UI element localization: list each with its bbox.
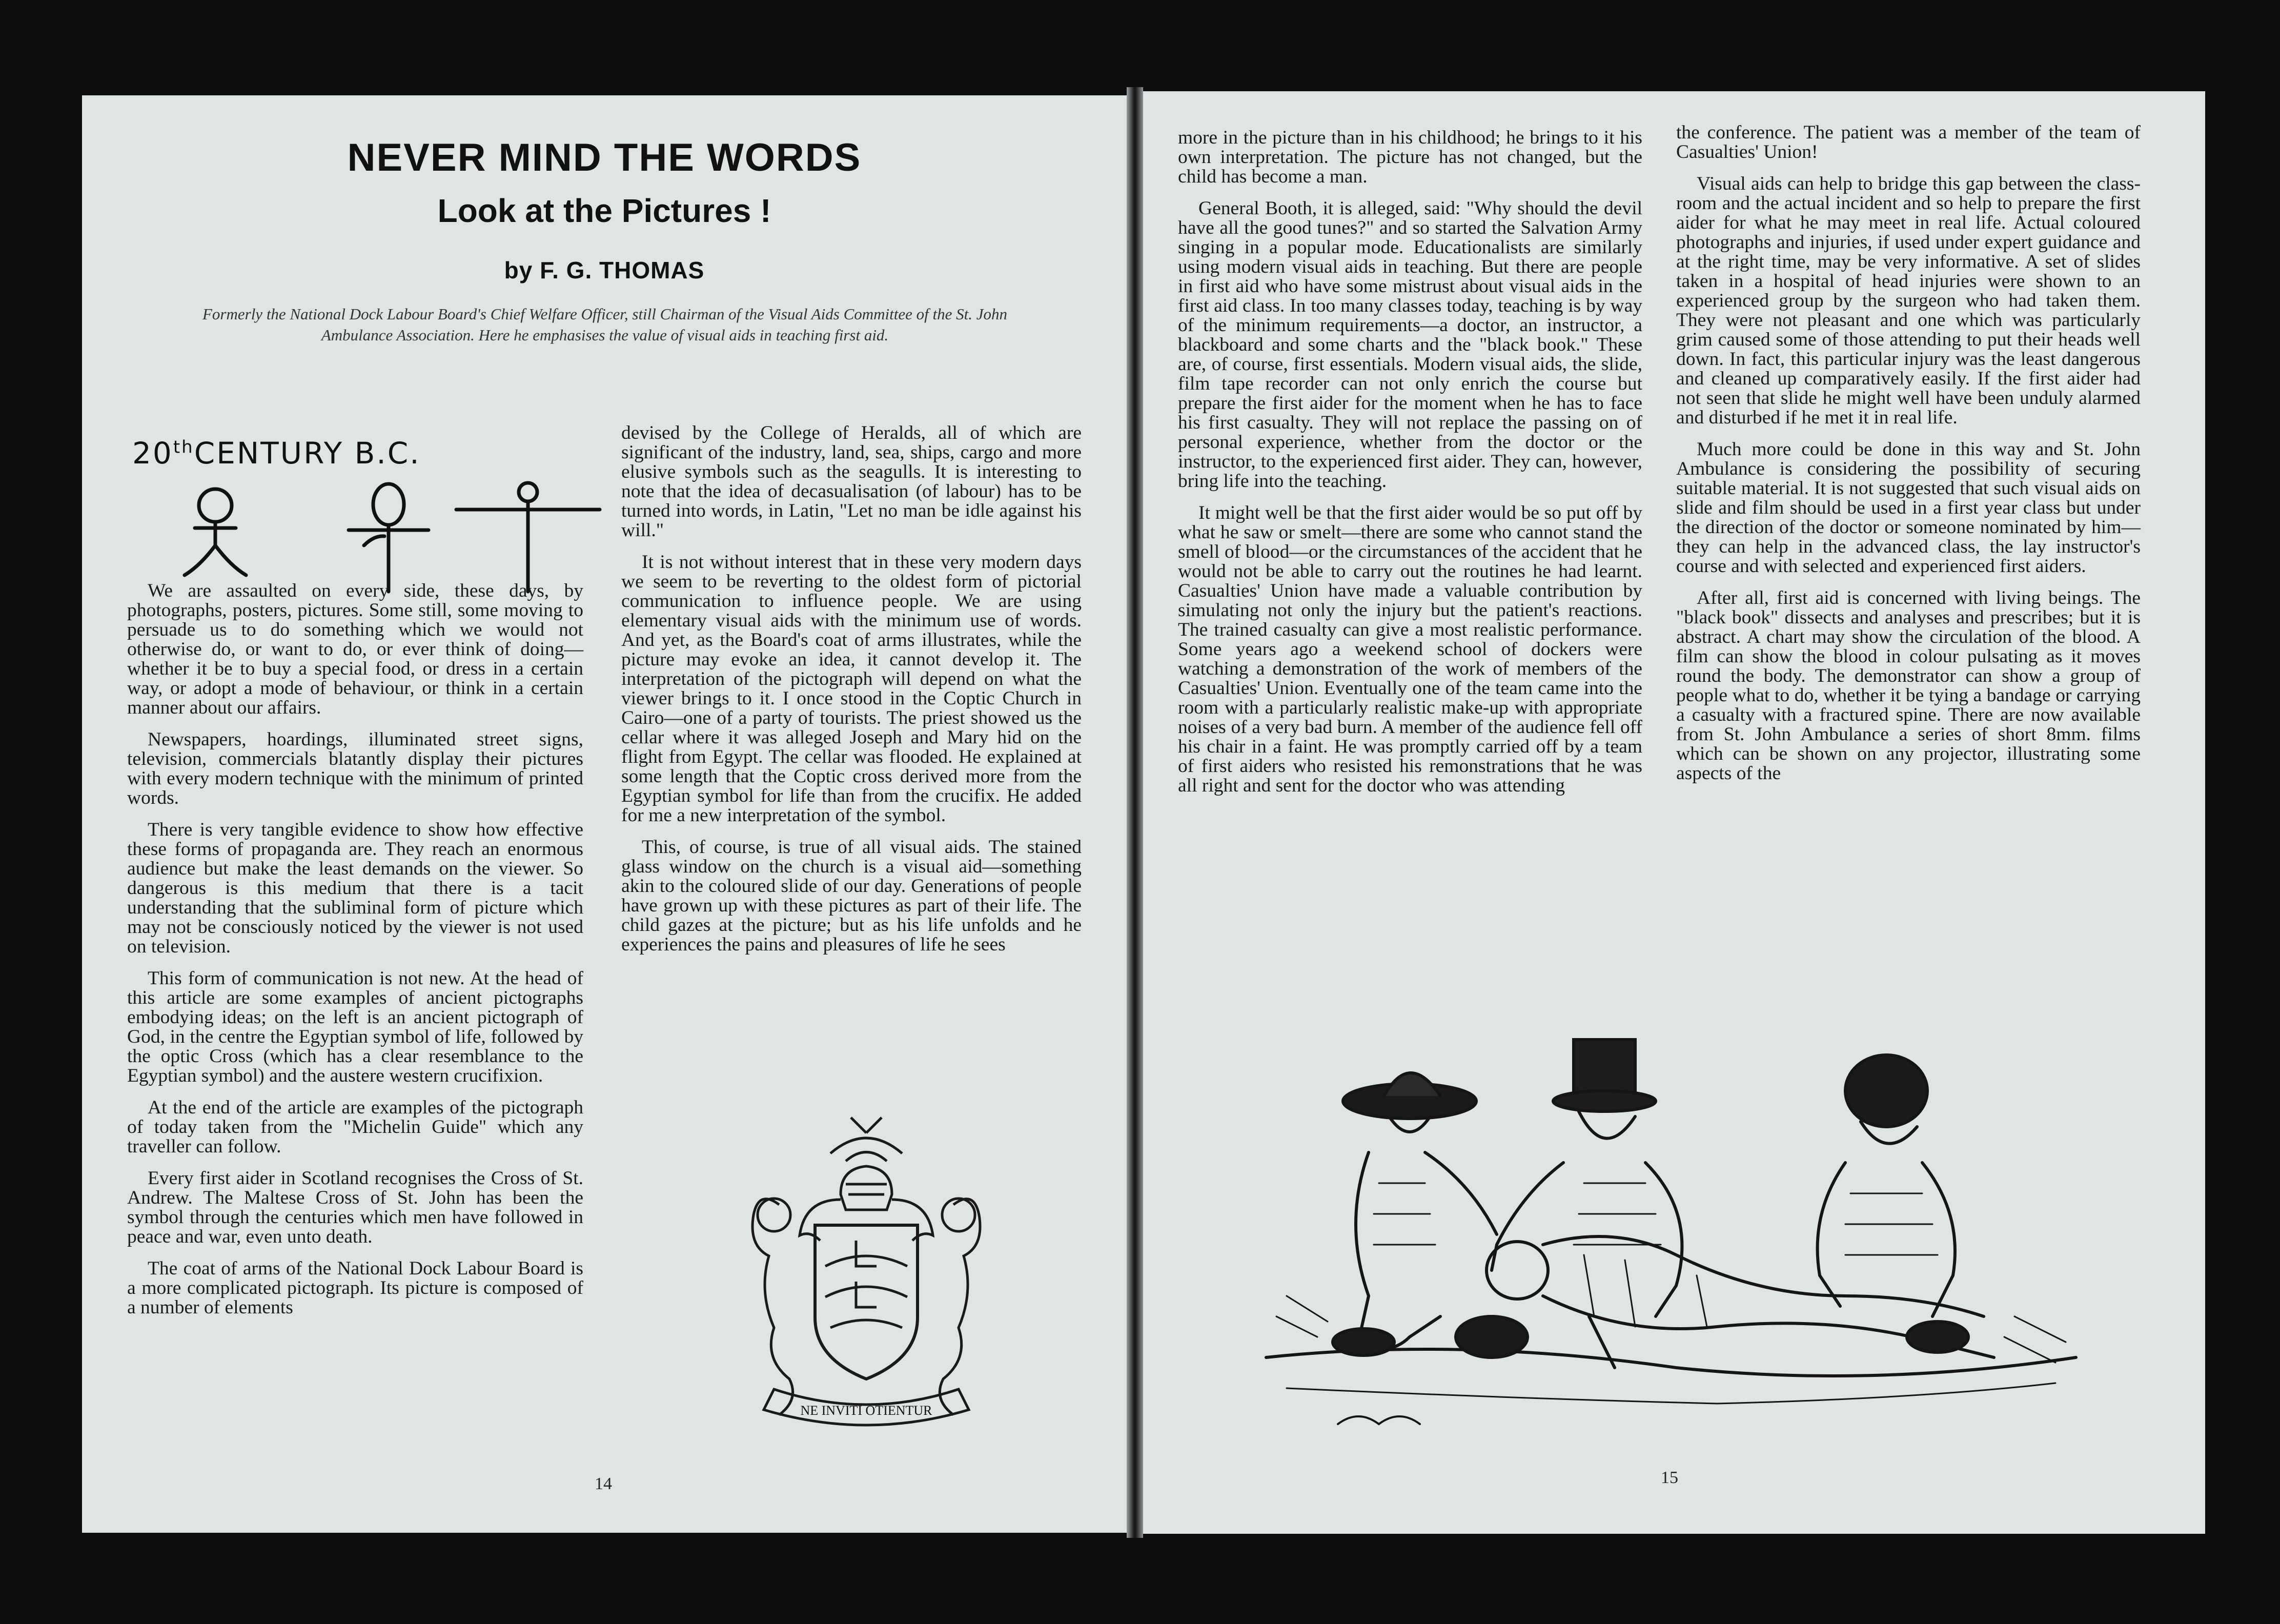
paragraph: Visual aids can help to bridge this gap between the class-room and the actual incident and so help to prepare the first aider for what he may meet in real life. Actual coloured photographs and injuries, if used under expert guidance and at the right time, may be very informative. A set of slides taken in a hospital of head injuries were shown to an experienced group by the surgeon who had taken them. They were not pleasant and one which was particularly grim caused some of those attending to put their heads well down. In fact, this particular injury was the least dangerous and cleaned up comparatively easily. If the first aider had not seen that slide he might well have been unduly alarmed and disturbed if he met it in real life. [1676,173,2141,428]
paragraph: We are assaulted on every side, these days, by photographs, posters, pictures. Some still, some moving to persuade us to do something which we would not otherwise do, or want to do, or ever think of doing—whether it be to buy a special food, or dress in a certain way, or adopt a mode of behaviour, or think in a certain manner about our affairs. [127,580,583,718]
first-aid-engraving-illustration [1256,1029,2096,1450]
figure-bowler-hat [1818,1055,1968,1352]
motto-text: NE INVITI OTIENTUR [800,1403,932,1418]
paragraph: devised by the College of Heralds, all of which are significant of the industry, land, sea, ships, cargo and more elusive symbols such as the seagulls. It is interesting to note that the idea of decasualisation (of labour) has to be turned into words, in Latin, "Let no man be idle against his will." [621,422,1082,541]
paragraph: This form of communication is not new. At the head of this article are some examples of ancient pictographs embodying ideas; on the left is an ancient pictograph of God, in the centre the Egyptian symbol of life, followed by the optic Cross (which has a clear resemblance to the Egyptian symbol) and the austere western crucifixion. [127,968,583,1086]
paragraph: This, of course, is true of all visual aids. The stained glass window on the church is a visual aid—something akin to the coloured slide of our day. Generations of people have grown up with these pictures as part of their life. The child gazes at the picture; but as his life unfolds and he experiences the pains and pleasures of life he sees [621,837,1082,955]
pictograph-label: 20thCENTURY B.C. [132,436,421,471]
article-title: NEVER MIND THE WORDS [347,136,862,179]
paragraph: It is not without interest that in these very modern days we seem to be reverting to the oldest form of pictorial communication to influence people. We are using elementary visual aids with the minimum use of words. And yet, as the Board's coat of arms illustrates, while the picture may evoke an idea, it cannot develop it. The interpretation of the pictograph will depend on what the viewer brings to it. I once stood in the Coptic Church in Cairo—one of a party of tourists. The priest showed us the cellar where it was alleged Joseph and Mary hid on the flight from Egypt. The cellar was flooded. He explained at some length that the Coptic cross derived more from the Egyptian symbol for life than from the crucifix. He added for me a new interpretation of the symbol. [621,552,1082,826]
paragraph: General Booth, it is alleged, said: "Why should the devil have all the good tunes?" and so started the Salvation Army singing in a popular mode. Educationalists are similarly using modern visual aids in teaching. But there are people in first aid who have some mistrust about visual aids in the first aid class. In too many classes today, teaching is by way of the minimum requirements—a doctor, an instructor, a blackboard and some charts and the "black book." These are, of course, first essentials. Modern visual aids, the slide, film tape recorder can not only enrich the course but prepare the first aider for the moment when he has to face his first casualty. They will not replace the passing on of personal experience, whether from the doctor or the instructor, to the experienced first aider. They can, however, bring life into the teaching. [1178,198,1642,492]
book-gutter [1127,87,1143,1538]
paragraph: It might well be that the first aider would be so put off by what he saw or smelt—there are some who cannot stand the smell of blood—or the circumstances of the accident that he would not be able to carry out the routines he had learnt. Casualties' Union have made a valuable contribution by simulating not only the injury but the patient's reactions. The trained casualty can give a most realistic performance. Some years ago a weekend school of dockers were watching a demonstration of the work of members of the Casualties' Union. Eventually one of the team came into the room with a particularly realistic make-up with appropriate noises of a very bad burn. A member of the audience fell off his chair in a faint. He was promptly carried off by a team of first aiders who resisted his remonstrations that he was all right and sent for the doctor who was attending [1178,502,1642,796]
paragraph: Every first aider in Scotland recognises the Cross of St. Andrew. The Maltese Cross of St. John has been the symbol through the centuries which men have followed in peace and war, even unto death. [127,1168,583,1247]
shield-icon [815,1225,918,1379]
standfirst: Formerly the National Dock Labour Board's Chief Welfare Officer, still Chairman of the Visual Aids Committee of the St. John Ambulance Association. Here he emphasises the value of visual aids in teaching first aid. [202,305,1008,344]
coat-of-arms-illustration [702,1112,1030,1440]
paragraph: more in the picture than in his childhood; he brings to it his own interpretation. The picture has not changed, but the child has become a man. [1178,127,1642,187]
paragraph: The coat of arms of the National Dock Labour Board is a more complicated pictograph. Its picture is composed of a number of elements [127,1258,583,1318]
page-left [82,95,1127,1533]
page-number: 15 [1661,1468,1678,1487]
paragraph: the conference. The patient was a member of the team of Casualties' Union! [1676,122,2141,163]
cross-icon [456,483,600,592]
article-subtitle: Look at the Pictures ! [437,192,771,229]
paragraph: Newspapers, hoardings, illuminated street signs, television, commercials blatantly display their pictures with every modern technique with the minimum of printed words. [127,729,583,808]
left-column-2 [621,423,1082,967]
byline: by F. G. THOMAS [504,257,705,283]
helmet-icon [841,1166,892,1210]
artist-signature [1338,1416,1420,1424]
ankh-icon [349,484,429,592]
god-pictograph-icon [185,489,246,575]
figure-wide-hat [1333,1073,1497,1355]
left-column-1 [127,581,583,1330]
eagle-crest-icon [830,1118,902,1161]
ancient-pictographs-figure [164,479,625,597]
right-column-2 [1676,123,2141,796]
paragraph: After all, first aid is concerned with living beings. The "black book" dissects and analyses and prescribes; but it is abstract. A chart may show the circulation of the blood. A film can show the blood in colour pulsating as it moves round the body. The demonstrator can show a group of people what to do, whether it be tying a bandage or carrying a casualty with a fractured spine. There are now available from St. John Ambulance a series of short 8mm. films which can be shown on any projector, illustrating some aspects of the [1676,587,2141,784]
paragraph: Much more could be done in this way and St. John Ambulance is considering the possibility of securing suitable material. It is not suggested that such visual aids on slide and film should be used in a first year class but under the direction of the doctor or someone nominated by him—they can help in the advanced class, the lay instructor's course and with selected and experienced first aiders. [1676,439,2141,577]
paragraph: There is very tangible evidence to show how effective these forms of propaganda are. They reach an enormous audience but make the least demands on the viewer. So dangerous is this medium that there is a tacit understanding that the subliminal form of picture which may not be consciously noticed by the viewer is not used on television. [127,819,583,957]
right-column-1 [1178,128,1642,808]
paragraph: At the end of the article are examples of the pictograph of today taken from the "Michelin Guide" which any traveller can follow. [127,1097,583,1157]
page-number: 14 [595,1474,612,1493]
page-right [1143,91,2205,1534]
